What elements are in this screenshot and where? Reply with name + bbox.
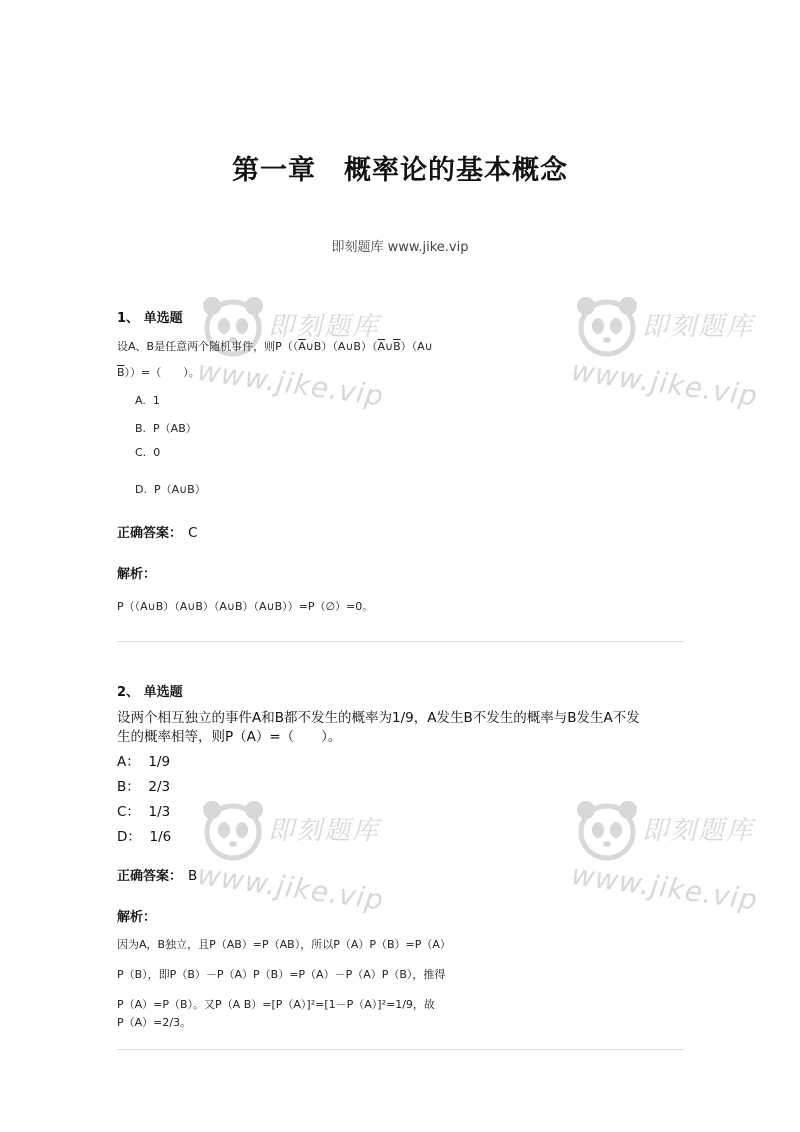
question-2-analysis-line-1: 因为A，B独立，且P（AB）=P（AB），所以P（A）P（B）=P（A） xyxy=(117,938,451,951)
question-1-stem-line-2: $\overline{B}))=$（ ）。 xyxy=(117,366,200,379)
question-2-answer: 正确答案： B xyxy=(117,868,198,884)
watermark-logo: 即刻题库 www.jike.vip xyxy=(198,292,458,452)
question-1-answer: 正确答案： C xyxy=(117,525,198,541)
question-2-stem-line-1: 设两个相互独立的事件A和B都不发生的概率为1/9，A发生B不发生的概率与B发生A不发 xyxy=(117,710,640,726)
option-a[interactable]: A： 1/9 xyxy=(117,754,171,770)
option-b[interactable]: B. P（AB） xyxy=(135,422,197,435)
page-subtitle: 即刻题库 www.jike.vip xyxy=(331,240,469,255)
page-title: 第一章 概率论的基本概念 xyxy=(232,155,568,186)
option-c[interactable]: C. 0 xyxy=(135,446,161,459)
question-1-header: 1、 单选题 xyxy=(117,311,183,326)
option-b[interactable]: B： 2/3 xyxy=(117,779,171,795)
option-d[interactable]: D： 1/6 xyxy=(117,829,172,845)
question-2-analysis-line-4: P（A）=2/3。 xyxy=(117,1016,192,1029)
question-1-stem-line-1: 设A、B是任意两个随机事件，则$P((\overline{A}\cup B)(A\cup B)(\overline{A}\cup\overline{B})(A\cup$ xyxy=(117,340,433,353)
option-c[interactable]: C： 1/3 xyxy=(117,804,171,820)
divider xyxy=(117,1049,684,1050)
panda-icon xyxy=(198,796,268,866)
question-2-stem-line-2: 生的概率相等，则P（A）=（ ）。 xyxy=(117,729,342,745)
divider xyxy=(117,641,684,642)
option-d[interactable]: D. P（A∪B） xyxy=(135,483,206,496)
question-2-header: 2、 单选题 xyxy=(117,685,183,700)
panda-icon xyxy=(572,292,642,362)
question-2-analysis-line-3: P（A）=P（B）。又P（A B）=[P（A）]²=[1－P（A）]²=1/9，故 xyxy=(117,998,435,1011)
option-a[interactable]: A. 1 xyxy=(135,394,160,407)
watermark-logo: 即刻题库 www.jike.vip xyxy=(572,796,800,956)
watermark-logo: 即刻题库 www.jike.vip xyxy=(572,292,800,452)
question-1-analysis-label: 解析： xyxy=(117,567,157,582)
question-1-analysis: P（（A∪B）（A∪B）（A∪B）（A∪B））=P（∅）=0。 xyxy=(117,600,374,613)
panda-icon xyxy=(572,796,642,866)
question-2-analysis-line-2: P（B），即P（B）－P（A）P（B）=P（A）－P（A）P（B），推得 xyxy=(117,968,446,981)
watermark-logo: 即刻题库 www.jike.vip xyxy=(198,796,458,956)
question-2-analysis-label: 解析： xyxy=(117,910,157,925)
